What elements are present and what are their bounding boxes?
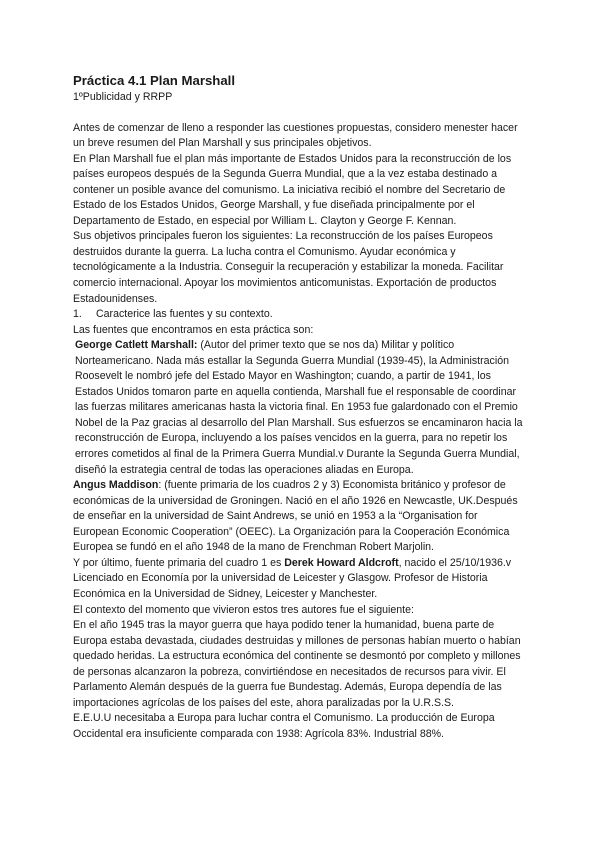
list-number: 1. [73, 308, 82, 321]
objectives-paragraph: Sus objetivos principales fueron los siguientes: La reconstrucción de los países Europeos destruidos durante la guerra. La lucha contra el Comunismo. Ayudar económica y tecnológicamente a la Industria. Conseguir la recuperación y estabilizar la moneda. Facilitar comercio internacional. Apoyar los movimientos anticomunistas. Exportación de productos Estadounidenses. [73, 230, 504, 305]
context-eeuu-paragraph: E.E.U.U necesitaba a Europa para luchar contra el Comunismo. La producción de Europa Occidental era insuficiente comparada con 1938: Agrícola 83%. Industrial 88%. [73, 712, 495, 740]
context-1945-paragraph: En el año 1945 tras la mayor guerra que haya podido tener la humanidad, buena parte de Europa estaba devastada, ciudades destruidas y millones de personas habían muerto o habían quedado heridas. La estructura económica del continente se desmontó por completo y millones de personas alcanzaron la pobreza, convirtiéndose en necesitados de recursos para vivir. El Parlamento Alemán después de la guerra fue Bundestag. Además, Europa dependía de las importaciones agrícolas de los países del este, ahora paralizadas por la U.R.S.S. [73, 619, 521, 709]
sources-intro: Las fuentes que encontramos en esta práctica son: [73, 323, 314, 336]
document-page [73, 72, 525, 742]
context-intro: El contexto del momento que vivieron estos tres autores fue el siguiente: [73, 603, 414, 616]
maddison-paragraph [73, 478, 525, 556]
question-list-item [73, 307, 525, 323]
maddison-text: : (fuente primaria de los cuadros 2 y 3) Economista británico y profesor de económicas de la universidad de Groningen. Nació en el año 1926 en Newcastle, UK.Después de enseñar en la universidad de Saint Andrews, se unió en 1953 a la “Organisation for European Economic Cooperation” (OEEC). La Organización para la Cooperación Económica Europea se fundó en el año 1948 de la mano de Frenchman Robert Marjolin. [73, 479, 518, 554]
maddison-name: Angus Maddison [73, 479, 159, 492]
aldcroft-text: , nacido el 25/10/1936.v Licenciado en Economía por la universidad de Leicester y Glasgow. Profesor de Historia Económica en la Universidad de Sidney, Leicester y Manchester. [73, 556, 512, 600]
aldcroft-paragraph [73, 556, 525, 603]
marshall-paragraph [73, 338, 525, 478]
marshall-text: (Autor del primer texto que se nos da) Militar y político Norteamericano. Nada más estallar la Segunda Guerra Mundial (1939-45), la Administración Roosevelt le nombró jefe del Estado Mayor en Washington; cuando, a partir de 1941, los Estados Unidos tomaron parte en aquella contienda, Marshall fue el responsable de coordinar las fuerzas militares americanas hasta la victoria final. En 1953 fue galardonado con el Premio Nobel de la Paz gracias al desarrollo del Plan Marshall. Sus esfuerzos se encaminaron hacia la reconstrucción de Europa, incluyendo a los países vencidos en la guerra, para no repetir los errores cometidos al final de la Primera Guerra Mundial.v Durante la Segunda Guerra Mundial, diseñó la estrategia central de todas las operaciones aliadas en Europa. [75, 339, 523, 476]
plan-paragraph: En Plan Marshall fue el plan más importante de Estados Unidos para la reconstrucción de los países europeos después de la Segunda Guerra Mundial, que a la vez estaba destinado a contener un posible avance del comunismo. La iniciativa recibió el nombre del Secretario de Estado de los Estados Unidos, George Marshall, y fue diseñada principalmente por el Departamento de Estado, en especial por William L. Clayton y George F. Kennan. [73, 152, 512, 227]
list-text: Caracterice las fuentes y su contexto. [96, 308, 273, 321]
marshall-name: George Catlett Marshall: [75, 339, 198, 352]
aldcroft-prefix: Y por último, fuente primaria del cuadro 1 es [73, 556, 285, 569]
blank-line [73, 106, 525, 121]
aldcroft-name: Derek Howard Aldcroft [284, 556, 399, 569]
document-title: Práctica 4.1 Plan Marshall [73, 73, 235, 88]
document-subtitle: 1ºPublicidad y RRPP [73, 91, 173, 103]
intro-paragraph: Antes de comenzar de lleno a responder las cuestiones propuestas, considero menester hacer un breve resumen del Plan Marshall y sus principales objetivos. [73, 121, 518, 150]
